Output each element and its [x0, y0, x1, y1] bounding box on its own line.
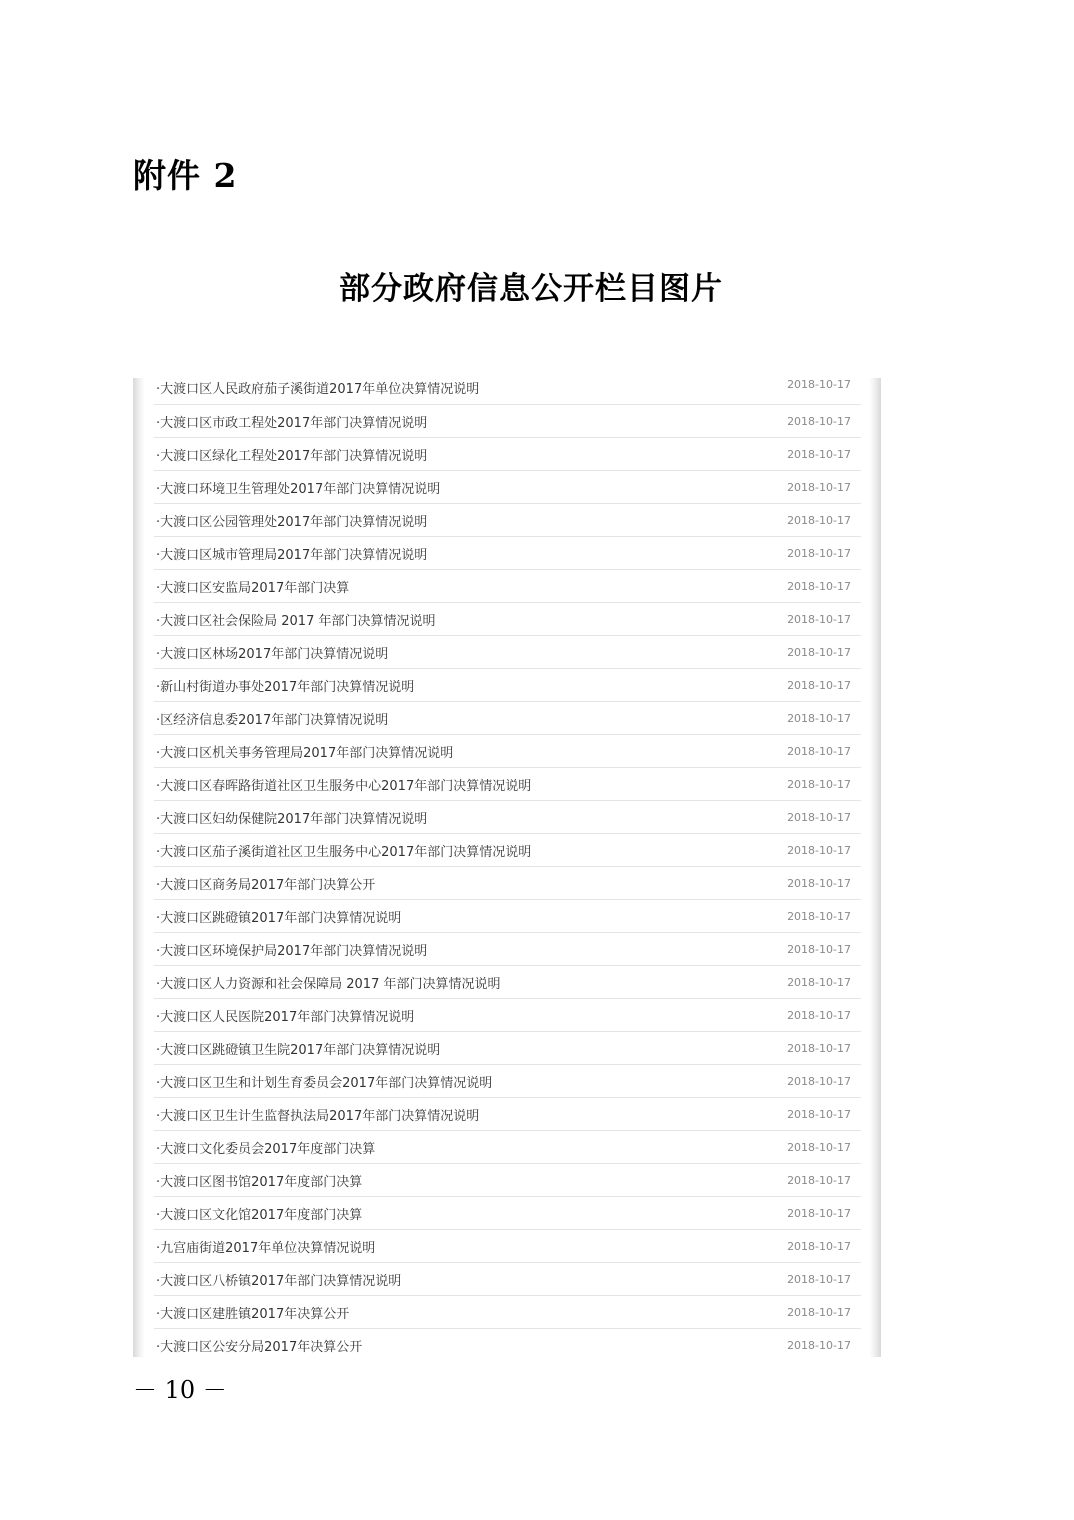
news-date: 2018-10-17 — [787, 876, 851, 890]
news-title-link[interactable]: ·大渡口区机关事务管理局2017年部门决算情况说明 — [156, 745, 454, 761]
news-date: 2018-10-17 — [787, 1074, 851, 1088]
list-item[interactable] — [154, 537, 861, 570]
news-title-link[interactable]: ·大渡口区跳磴镇卫生院2017年部门决算情况说明 — [156, 1042, 441, 1058]
news-title-link[interactable]: ·大渡口区建胜镇2017年决算公开 — [156, 1306, 350, 1322]
page-title: 部分政府信息公开栏目图片 — [339, 271, 723, 307]
page-number: － 10 － — [133, 1376, 227, 1404]
news-title-link[interactable]: ·大渡口区商务局2017年部门决算公开 — [156, 877, 376, 893]
news-title-link[interactable]: ·大渡口区环境保护局2017年部门决算情况说明 — [156, 943, 428, 959]
list-item[interactable] — [154, 378, 861, 405]
list-item[interactable] — [154, 900, 861, 933]
news-date: 2018-10-17 — [787, 1008, 851, 1022]
list-item[interactable] — [154, 966, 861, 999]
list-item[interactable] — [154, 1296, 861, 1329]
news-date: 2018-10-17 — [787, 1272, 851, 1286]
news-title-link[interactable]: ·九宫庙街道2017年单位决算情况说明 — [156, 1240, 376, 1256]
news-title-link[interactable]: ·大渡口区人民政府茄子溪街道2017年单位决算情况说明 — [156, 382, 480, 397]
news-title-link[interactable]: ·大渡口区公园管理处2017年部门决算情况说明 — [156, 514, 428, 530]
list-item[interactable] — [154, 933, 861, 966]
news-date: 2018-10-17 — [787, 711, 851, 725]
embedded-screenshot — [133, 378, 881, 1357]
news-title-link[interactable]: ·大渡口环境卫生管理处2017年部门决算情况说明 — [156, 481, 441, 497]
news-title-link[interactable]: ·大渡口区八桥镇2017年部门决算情况说明 — [156, 1273, 402, 1289]
news-date: 2018-10-17 — [787, 909, 851, 923]
news-title-link[interactable]: ·大渡口区卫生和计划生育委员会2017年部门决算情况说明 — [156, 1075, 493, 1091]
list-item[interactable] — [154, 1230, 861, 1263]
news-title-link[interactable]: ·大渡口区人力资源和社会保障局 2017 年部门决算情况说明 — [156, 976, 501, 992]
news-date: 2018-10-17 — [787, 1338, 851, 1352]
news-title-link[interactable]: ·大渡口区林场2017年部门决算情况说明 — [156, 646, 389, 662]
news-date: 2018-10-17 — [787, 1206, 851, 1220]
list-item[interactable] — [154, 1197, 861, 1230]
list-item[interactable] — [154, 669, 861, 702]
news-date: 2018-10-17 — [787, 378, 851, 391]
list-item[interactable] — [154, 867, 861, 900]
news-title-link[interactable]: ·大渡口区文化馆2017年度部门决算 — [156, 1207, 363, 1223]
news-title-link[interactable]: ·大渡口区社会保险局 2017 年部门决算情况说明 — [156, 613, 436, 629]
screenshot-right-shadow — [869, 378, 881, 1357]
news-title-link[interactable]: ·大渡口区公安分局2017年决算公开 — [156, 1339, 363, 1355]
news-date: 2018-10-17 — [787, 810, 851, 824]
news-date: 2018-10-17 — [787, 513, 851, 527]
news-date: 2018-10-17 — [787, 1041, 851, 1055]
news-date: 2018-10-17 — [787, 1305, 851, 1319]
list-item[interactable] — [154, 1263, 861, 1296]
list-item[interactable] — [154, 405, 861, 438]
list-item[interactable] — [154, 471, 861, 504]
list-item[interactable] — [154, 999, 861, 1032]
attachment-label: 附件 2 — [133, 156, 238, 195]
list-item[interactable] — [154, 1032, 861, 1065]
screenshot-left-shadow — [133, 378, 145, 1357]
list-item[interactable] — [154, 1329, 861, 1357]
list-item[interactable] — [154, 438, 861, 471]
list-item[interactable] — [154, 1164, 861, 1197]
news-title-link[interactable]: ·大渡口区绿化工程处2017年部门决算情况说明 — [156, 448, 428, 464]
news-title-link[interactable]: ·大渡口区人民医院2017年部门决算情况说明 — [156, 1009, 415, 1025]
news-date: 2018-10-17 — [787, 1107, 851, 1121]
news-title-link[interactable]: ·大渡口区妇幼保健院2017年部门决算情况说明 — [156, 811, 428, 827]
list-item[interactable] — [154, 768, 861, 801]
list-item[interactable] — [154, 504, 861, 537]
news-date: 2018-10-17 — [787, 975, 851, 989]
news-date: 2018-10-17 — [787, 414, 851, 428]
list-item[interactable] — [154, 636, 861, 669]
news-date: 2018-10-17 — [787, 843, 851, 857]
news-date: 2018-10-17 — [787, 1173, 851, 1187]
news-title-link[interactable]: ·大渡口区安监局2017年部门决算 — [156, 580, 350, 596]
news-title-link[interactable]: ·大渡口区图书馆2017年度部门决算 — [156, 1174, 363, 1190]
news-title-link[interactable]: ·大渡口区春晖路街道社区卫生服务中心2017年部门决算情况说明 — [156, 778, 532, 794]
news-date: 2018-10-17 — [787, 942, 851, 956]
news-date: 2018-10-17 — [787, 480, 851, 494]
list-item[interactable] — [154, 735, 861, 768]
news-date: 2018-10-17 — [787, 1140, 851, 1154]
list-item[interactable] — [154, 702, 861, 735]
list-item[interactable] — [154, 570, 861, 603]
news-title-link[interactable]: ·大渡口区卫生计生监督执法局2017年部门决算情况说明 — [156, 1108, 480, 1124]
news-title-link[interactable]: ·区经济信息委2017年部门决算情况说明 — [156, 712, 389, 728]
news-title-link[interactable]: ·大渡口区市政工程处2017年部门决算情况说明 — [156, 415, 428, 431]
list-item[interactable] — [154, 1098, 861, 1131]
news-date: 2018-10-17 — [787, 546, 851, 560]
news-date: 2018-10-17 — [787, 1239, 851, 1253]
list-item[interactable] — [154, 1065, 861, 1098]
news-date: 2018-10-17 — [787, 612, 851, 626]
news-list — [154, 378, 861, 1357]
news-date: 2018-10-17 — [787, 579, 851, 593]
news-date: 2018-10-17 — [787, 645, 851, 659]
news-title-link[interactable]: ·大渡口区茄子溪街道社区卫生服务中心2017年部门决算情况说明 — [156, 844, 532, 860]
news-date: 2018-10-17 — [787, 744, 851, 758]
news-date: 2018-10-17 — [787, 678, 851, 692]
news-title-link[interactable]: ·大渡口区跳磴镇2017年部门决算情况说明 — [156, 910, 402, 926]
list-item[interactable] — [154, 801, 861, 834]
news-title-link[interactable]: ·大渡口区城市管理局2017年部门决算情况说明 — [156, 547, 428, 563]
list-item[interactable] — [154, 1131, 861, 1164]
news-title-link[interactable]: ·新山村街道办事处2017年部门决算情况说明 — [156, 679, 415, 695]
list-item[interactable] — [154, 834, 861, 867]
news-date: 2018-10-17 — [787, 447, 851, 461]
list-item[interactable] — [154, 603, 861, 636]
news-date: 2018-10-17 — [787, 777, 851, 791]
news-title-link[interactable]: ·大渡口文化委员会2017年度部门决算 — [156, 1141, 376, 1157]
